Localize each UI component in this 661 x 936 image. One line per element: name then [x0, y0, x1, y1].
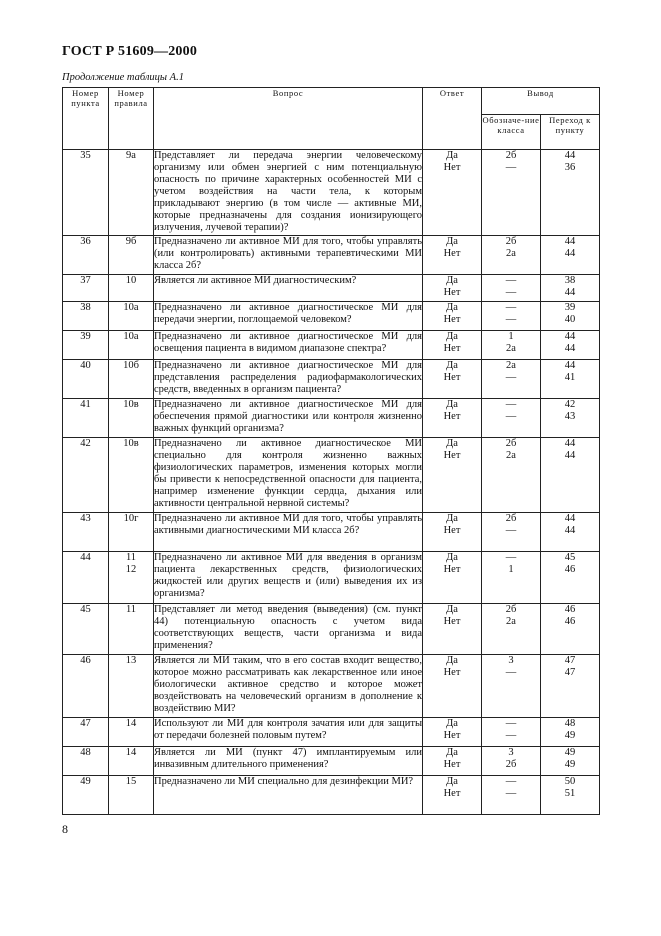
- item-number: 36: [80, 236, 91, 247]
- go-to-item-cell: [541, 399, 600, 438]
- question-cell: Представляет ли метод введения (выведения) (см. пункт 44) потенциальную опасность с учетом вида соответствующих веществ, части организма и вида применения?: [154, 604, 423, 655]
- class-designation-value: 2а: [506, 450, 516, 461]
- rule-number: 10в: [123, 399, 139, 410]
- class-designation-value: 3: [508, 655, 514, 666]
- rule-number: 14: [125, 747, 137, 758]
- item-number: 37: [80, 275, 91, 286]
- class-designation-value: —: [505, 718, 517, 729]
- class-designation-value: 2а: [506, 343, 516, 354]
- rule-number: 10а: [123, 331, 139, 342]
- go-to-item-value: 50: [564, 776, 576, 787]
- class-designation-value: —: [505, 287, 517, 298]
- item-number-cell: [63, 236, 109, 275]
- answer-cell: [423, 655, 482, 718]
- go-to-item-value: 46: [564, 564, 576, 575]
- rule-number: 10г: [123, 513, 139, 524]
- item-number-cell: [63, 747, 109, 776]
- answer-value: Нет: [443, 730, 461, 741]
- go-to-item-cell: [541, 302, 600, 331]
- item-number-cell: [63, 275, 109, 302]
- class-designation-value: 2а: [506, 616, 516, 627]
- rule-number: 13: [125, 655, 137, 666]
- table-row: [63, 236, 600, 275]
- rule-number-cell: [109, 655, 154, 718]
- answer-value: Да: [446, 438, 458, 449]
- go-to-item-value: 42: [564, 399, 576, 410]
- go-to-item-value: 46: [564, 604, 576, 615]
- go-to-item-value: 39: [564, 302, 576, 313]
- go-to-item-value: 36: [564, 162, 576, 173]
- class-designation-cell: [482, 331, 541, 360]
- go-to-item-value: 44: [564, 438, 576, 449]
- item-number: 35: [80, 150, 91, 161]
- table-row: [63, 438, 600, 513]
- rule-number-cell: [109, 275, 154, 302]
- answer-cell: [423, 747, 482, 776]
- item-number-cell: [63, 331, 109, 360]
- answer-cell: [423, 236, 482, 275]
- rule-number-cell: [109, 150, 154, 236]
- answer-value: Нет: [443, 564, 461, 575]
- go-to-item-value: 44: [564, 525, 576, 536]
- go-to-item-value: 44: [564, 287, 576, 298]
- question-cell: Предназначено ли активное МИ для того, чтобы управлять активными диагностическими МИ класса 2б?: [154, 513, 423, 552]
- table-row: [63, 604, 600, 655]
- answer-cell: [423, 399, 482, 438]
- question-cell: Является ли активное МИ диагностическим?: [154, 275, 423, 302]
- item-number-cell: [63, 655, 109, 718]
- class-designation-cell: [482, 438, 541, 513]
- class-designation-value: —: [505, 788, 517, 799]
- go-to-item-cell: [541, 275, 600, 302]
- class-designation-value: 2б: [505, 438, 517, 449]
- answer-value: Нет: [443, 525, 461, 536]
- go-to-item-cell: [541, 552, 600, 604]
- class-designation-value: 2б: [505, 759, 517, 770]
- item-number: 44: [80, 552, 91, 563]
- class-designation-value: 1: [508, 331, 514, 342]
- class-designation-cell: [482, 150, 541, 236]
- table-row: [63, 302, 600, 331]
- answer-value: Нет: [443, 287, 461, 298]
- answer-cell: [423, 302, 482, 331]
- answer-cell: [423, 331, 482, 360]
- item-number-cell: [63, 302, 109, 331]
- class-designation-cell: [482, 655, 541, 718]
- rule-number: 11: [125, 604, 137, 615]
- item-number: 42: [80, 438, 91, 449]
- table-caption: Продолжение таблицы А.1: [62, 72, 184, 83]
- class-designation-value: —: [505, 314, 517, 325]
- go-to-item-value: 41: [564, 372, 576, 383]
- table-row: [63, 331, 600, 360]
- class-designation-value: —: [505, 411, 517, 422]
- rule-number: 10б: [123, 360, 139, 371]
- page-number: 8: [62, 822, 68, 836]
- go-to-item-cell: [541, 236, 600, 275]
- class-designation-value: —: [505, 552, 517, 563]
- item-number: 40: [80, 360, 91, 371]
- answer-value: Нет: [443, 314, 461, 325]
- go-to-item-cell: [541, 718, 600, 747]
- table-row: [63, 150, 600, 236]
- answer-value: Нет: [443, 616, 461, 627]
- class-designation-value: —: [505, 399, 517, 410]
- class-designation-value: 2б: [505, 150, 517, 161]
- go-to-item-value: 44: [564, 360, 576, 371]
- question-cell: Представляет ли передача энергии человеческому организму или обмен энергией с ним потенциальную опасность по причине характерных особенностей МИ с учетом воздействия на части тела, к которым прикладывают энергию (в том числе — активные МИ, которые предназначены для создания ионизирующего излучения, лучевой терапии)?: [154, 150, 423, 236]
- answer-value: Да: [446, 399, 458, 410]
- rule-number: 10: [125, 275, 137, 286]
- class-designation-value: —: [505, 776, 517, 787]
- document-code: ГОСТ Р 51609—2000: [62, 44, 198, 59]
- answer-value: Да: [446, 718, 458, 729]
- go-to-item-value: 43: [564, 411, 576, 422]
- answer-cell: [423, 513, 482, 552]
- rule-number: 10в: [123, 438, 139, 449]
- question-cell: Предназначено ли активное диагностическое МИ для обеспечения прямой диагностики или контроля жизненно важных функций организма?: [154, 399, 423, 438]
- item-number-cell: [63, 360, 109, 399]
- answer-value: Да: [446, 552, 458, 563]
- answer-value: Нет: [443, 759, 461, 770]
- answer-cell: [423, 438, 482, 513]
- table-row: [63, 275, 600, 302]
- class-designation-cell: [482, 552, 541, 604]
- answer-cell: [423, 718, 482, 747]
- go-to-item-cell: [541, 331, 600, 360]
- item-number-cell: [63, 776, 109, 815]
- go-to-item-cell: [541, 604, 600, 655]
- answer-value: Нет: [443, 411, 461, 422]
- class-designation-cell: [482, 399, 541, 438]
- rule-number: 12: [125, 564, 137, 575]
- column-header-question: Вопрос: [154, 88, 423, 150]
- go-to-item-cell: [541, 776, 600, 815]
- item-number-cell: [63, 604, 109, 655]
- table-row: [63, 718, 600, 747]
- item-number-cell: [63, 718, 109, 747]
- class-designation-cell: [482, 302, 541, 331]
- class-designation-cell: [482, 604, 541, 655]
- column-header-item-no: Номер пункта: [63, 88, 109, 150]
- table-row: [63, 399, 600, 438]
- go-to-item-cell: [541, 438, 600, 513]
- rule-number-cell: [109, 513, 154, 552]
- class-designation-cell: [482, 275, 541, 302]
- rule-number: 9б: [125, 236, 137, 247]
- class-designation-cell: [482, 236, 541, 275]
- question-cell: Является ли МИ (пункт 47) имплантируемым или инвазивным длительного применения?: [154, 747, 423, 776]
- question-cell: Используют ли МИ для контроля зачатия или для защиты от передачи болезней половым путем?: [154, 718, 423, 747]
- item-number-cell: [63, 513, 109, 552]
- class-designation-value: —: [505, 667, 517, 678]
- answer-cell: [423, 275, 482, 302]
- answer-value: Нет: [443, 450, 461, 461]
- rule-number-cell: [109, 331, 154, 360]
- column-header-output: Вывод: [482, 88, 600, 115]
- class-designation-value: —: [505, 162, 517, 173]
- answer-cell: [423, 776, 482, 815]
- column-header-rule-no: Номер правила: [109, 88, 154, 150]
- item-number: 38: [80, 302, 91, 313]
- answer-value: Да: [446, 360, 458, 371]
- answer-value: Нет: [443, 162, 461, 173]
- column-header-class-designation: Обозначе-ние класса: [482, 115, 541, 150]
- item-number-cell: [63, 150, 109, 236]
- question-cell: Предназначено ли активное МИ для введения в организм пациента лекарственных средств, физиологических жидкостей или других веществ и (или) выведения их из организма?: [154, 552, 423, 604]
- table-row: [63, 552, 600, 604]
- rule-number-cell: [109, 718, 154, 747]
- go-to-item-value: 48: [564, 718, 576, 729]
- rule-number-cell: [109, 399, 154, 438]
- question-cell: Предназначено ли МИ специально для дезинфекции МИ?: [154, 776, 423, 815]
- class-designation-value: 2б: [505, 513, 517, 524]
- question-cell: Предназначено ли активное диагностическое МИ для освещения пациента в видимом диапазоне спектра?: [154, 331, 423, 360]
- item-number: 45: [80, 604, 91, 615]
- class-designation-cell: [482, 718, 541, 747]
- answer-cell: [423, 360, 482, 399]
- column-header-go-to-item: Переход к пункту: [541, 115, 600, 150]
- answer-value: Да: [446, 513, 458, 524]
- go-to-item-value: 46: [564, 616, 576, 627]
- answer-value: Да: [446, 236, 458, 247]
- item-number-cell: [63, 552, 109, 604]
- go-to-item-value: 38: [564, 275, 576, 286]
- go-to-item-value: 44: [564, 331, 576, 342]
- rule-number: 9а: [126, 150, 136, 161]
- class-designation-cell: [482, 747, 541, 776]
- go-to-item-cell: [541, 513, 600, 552]
- go-to-item-value: 45: [564, 552, 576, 563]
- class-designation-value: —: [505, 302, 517, 313]
- answer-value: Нет: [443, 667, 461, 678]
- answer-value: Да: [446, 302, 458, 313]
- rule-number-cell: [109, 236, 154, 275]
- rule-number-cell: [109, 747, 154, 776]
- go-to-item-value: 49: [564, 730, 576, 741]
- answer-value: Да: [446, 747, 458, 758]
- go-to-item-value: 44: [564, 248, 576, 259]
- item-number: 47: [80, 718, 91, 729]
- rule-number-cell: [109, 552, 154, 604]
- rule-number-cell: [109, 604, 154, 655]
- go-to-item-cell: [541, 747, 600, 776]
- question-cell: Предназначено ли активное диагностическое МИ для передачи энергии, поглощаемой человеком?: [154, 302, 423, 331]
- go-to-item-value: 47: [564, 667, 576, 678]
- rule-number-cell: [109, 438, 154, 513]
- item-number: 46: [80, 655, 91, 666]
- classification-table: [62, 87, 600, 815]
- class-designation-value: —: [505, 525, 517, 536]
- answer-value: Да: [446, 275, 458, 286]
- rule-number-cell: [109, 360, 154, 399]
- rule-number: 14: [125, 718, 137, 729]
- item-number: 39: [80, 331, 91, 342]
- go-to-item-value: 49: [564, 747, 576, 758]
- go-to-item-value: 44: [564, 343, 576, 354]
- class-designation-value: —: [505, 730, 517, 741]
- go-to-item-cell: [541, 655, 600, 718]
- go-to-item-value: 44: [564, 450, 576, 461]
- class-designation-cell: [482, 776, 541, 815]
- column-header-answer: Ответ: [423, 88, 482, 150]
- item-number-cell: [63, 438, 109, 513]
- class-designation-value: 2а: [506, 360, 516, 371]
- rule-number: 15: [125, 776, 137, 787]
- table-row: [63, 655, 600, 718]
- class-designation-value: —: [505, 275, 517, 286]
- class-designation-value: 2б: [505, 236, 517, 247]
- table-row: [63, 747, 600, 776]
- class-designation-value: —: [505, 372, 517, 383]
- question-cell: Является ли МИ таким, что в его состав входит вещество, которое можно рассматривать как лекарственное или иное биологически активное средство и которое может воздействовать на человеческий организм в дополнение к воздействию МИ?: [154, 655, 423, 718]
- go-to-item-value: 44: [564, 236, 576, 247]
- rule-number: 11: [125, 552, 137, 563]
- table-row: [63, 776, 600, 815]
- class-designation-cell: [482, 513, 541, 552]
- class-designation-value: 3: [508, 747, 514, 758]
- answer-cell: [423, 150, 482, 236]
- answer-cell: [423, 552, 482, 604]
- table-row: [63, 513, 600, 552]
- item-number: 48: [80, 747, 91, 758]
- table-row: [63, 360, 600, 399]
- item-number: 43: [80, 513, 91, 524]
- item-number-cell: [63, 399, 109, 438]
- go-to-item-value: 44: [564, 150, 576, 161]
- rule-number: 10а: [123, 302, 139, 313]
- go-to-item-cell: [541, 150, 600, 236]
- class-designation-cell: [482, 360, 541, 399]
- answer-value: Да: [446, 655, 458, 666]
- answer-value: Нет: [443, 343, 461, 354]
- go-to-item-value: 44: [564, 513, 576, 524]
- item-number: 49: [80, 776, 91, 787]
- go-to-item-value: 51: [564, 788, 576, 799]
- rule-number-cell: [109, 776, 154, 815]
- go-to-item-cell: [541, 360, 600, 399]
- go-to-item-value: 47: [564, 655, 576, 666]
- answer-value: Нет: [443, 248, 461, 259]
- question-cell: Предназначено ли активное МИ для того, чтобы управлять (или контролировать) активными терапевтическими МИ класса 2б?: [154, 236, 423, 275]
- go-to-item-value: 40: [564, 314, 576, 325]
- class-designation-value: 1: [508, 564, 514, 575]
- answer-value: Да: [446, 604, 458, 615]
- answer-value: Да: [446, 776, 458, 787]
- answer-value: Нет: [443, 788, 461, 799]
- answer-cell: [423, 604, 482, 655]
- item-number: 41: [80, 399, 91, 410]
- go-to-item-value: 49: [564, 759, 576, 770]
- class-designation-value: 2а: [506, 248, 516, 259]
- class-designation-value: 2б: [505, 604, 517, 615]
- answer-value: Да: [446, 331, 458, 342]
- rule-number-cell: [109, 302, 154, 331]
- question-cell: Предназначено ли активное диагностическое МИ специально для контроля жизненно важных физиологических параметров, изменения которых могли бы привести к непосредственной опасности для пациента, например изменение функции сердца, дыхания или активности центральной нервной системы?: [154, 438, 423, 513]
- answer-value: Нет: [443, 372, 461, 383]
- question-cell: Предназначено ли активное диагностическое МИ для представления распределения радиофармакологических средств, введенных в организм пациента?: [154, 360, 423, 399]
- answer-value: Да: [446, 150, 458, 161]
